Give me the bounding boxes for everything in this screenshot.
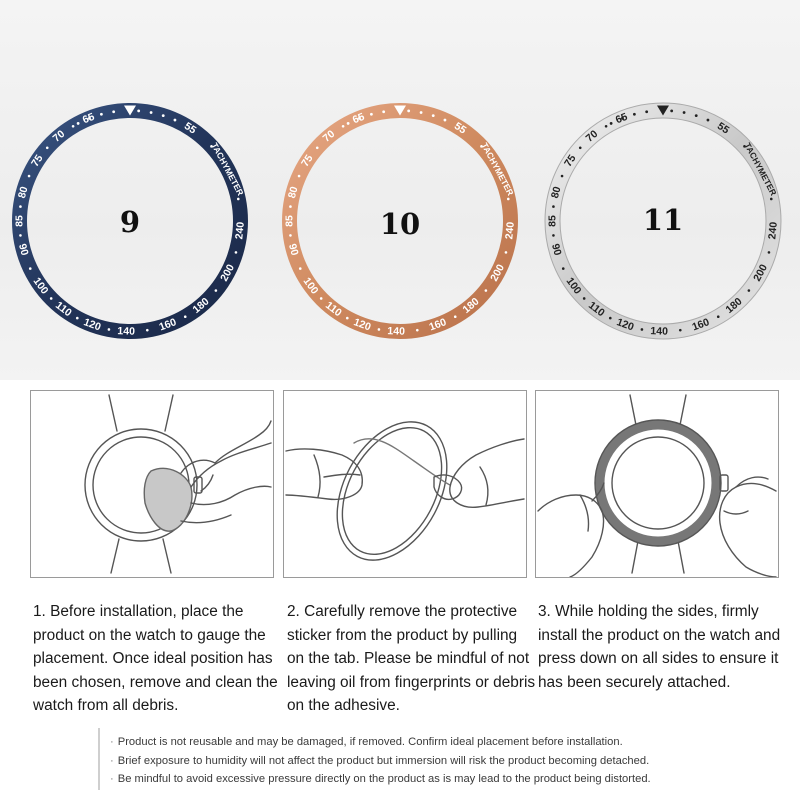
bezel-tick-dot [416, 329, 419, 332]
bezel-tick-dot [670, 109, 673, 112]
bezel-scale-label: 180 [190, 295, 212, 316]
bezel-scale-label: 120 [351, 316, 373, 334]
left-hand-outline [286, 449, 362, 499]
bezel-tick-dot [562, 267, 565, 270]
bezel-tick-dot [108, 328, 111, 331]
bezel-tick-dot [19, 234, 22, 237]
bullet-icon: · [110, 736, 114, 748]
bezel-scale-label: TACHYMETER [479, 140, 516, 198]
bezel-tick-dot [76, 317, 79, 320]
bezel-scale-label: 200 [488, 262, 507, 284]
bezel-tick-dot [77, 122, 80, 125]
bezel-scale-label: 70 [50, 127, 68, 145]
bezel-tick-dot [215, 289, 218, 292]
bezel-tick-dot [507, 198, 510, 201]
caution-note: · Product is not reusable and may be damaged, if removed. Confirm ideal placement before installation. [110, 736, 623, 748]
bezel-scale-label: 100 [300, 275, 321, 297]
bezel-scale-label: TACHYMETER [209, 140, 246, 198]
bezel-scale-label: 75 [299, 152, 316, 169]
bezel-number-9: 9 [119, 205, 141, 239]
bezel-tick-dot [420, 111, 423, 114]
bezel-tick-dot [28, 175, 31, 178]
bezel-tick-dot [407, 109, 410, 112]
bezel-tick-dot [289, 234, 292, 237]
bezel-tick-dot [717, 315, 720, 318]
bezel-tick-dot [645, 110, 648, 113]
bezel-scale-label: 65 [80, 110, 97, 127]
left-hand-outline [538, 483, 604, 577]
bezel-number-11: 11 [642, 203, 684, 237]
bezel-tick-dot [641, 328, 644, 331]
bezel-scale-label: 140 [117, 325, 136, 338]
protective-film [354, 439, 450, 485]
bezel-tick-dot [29, 267, 32, 270]
bezel-tick-dot [432, 114, 435, 117]
bezel-scale-label: 110 [323, 299, 344, 320]
bezel-tick-dot [679, 329, 682, 332]
bezel-scale-label: 75 [29, 152, 46, 169]
bezel-tick-dot [609, 317, 612, 320]
bezel-tick-dot [605, 125, 608, 128]
bezel-tick-dot [444, 119, 447, 122]
bezel-scale-label: 65 [350, 110, 367, 127]
bezel-tick-dot [299, 267, 302, 270]
bezel-tick-dot [298, 175, 301, 178]
bezel-tick-dot [46, 146, 49, 149]
bezel-tick-dot [316, 146, 319, 149]
bezel-scale-label: 85 [283, 215, 296, 227]
bezel-tick-dot [748, 289, 751, 292]
bezel-tick-dot [237, 198, 240, 201]
bezel-tick-dot [770, 198, 773, 201]
bezel-scale-label: 70 [583, 127, 601, 145]
bezel-tick-dot [633, 113, 636, 116]
bezel-scale-label: 100 [30, 275, 51, 297]
bezel-scale-label: 100 [563, 275, 584, 297]
bezel-tick-dot [683, 111, 686, 114]
bezel-scale-label: 70 [320, 127, 338, 145]
bezel-tick-dot [378, 328, 381, 331]
bezel-tick-dot [112, 110, 115, 113]
bullet-icon: · [110, 773, 114, 785]
bezel-scale-label: 240 [766, 221, 780, 240]
bezel-tick-dot [150, 111, 153, 114]
step-3-illustration [535, 390, 779, 578]
right-hand-outline [720, 477, 776, 577]
bezel-scale-label: 110 [53, 299, 74, 320]
bezel-tick-dot [552, 234, 555, 237]
bezel-tick-dot [579, 146, 582, 149]
bezel-tick-dot [137, 109, 140, 112]
bezel-scale-label: 160 [690, 316, 712, 334]
bezel-scale-label: 140 [387, 325, 406, 338]
bezel-scale-label: 55 [182, 120, 199, 137]
bezel-scale-label: 75 [562, 152, 579, 169]
bezel-scale-label: 180 [460, 295, 482, 316]
bezel-tick-dot [50, 297, 53, 300]
bezel-tick-dot [768, 251, 771, 254]
bezel-tick-dot [695, 114, 698, 117]
bezel-tick-dot [289, 205, 292, 208]
bezel-scale-label: TACHYMETER [742, 140, 779, 198]
bezel-tick-dot [162, 114, 165, 117]
right-hand-outline [434, 439, 524, 507]
bezel-tick-dot [382, 110, 385, 113]
bezel-tick-dot [707, 119, 710, 122]
bezel-scale-label: 80 [548, 185, 564, 200]
bezel-scale-label: 90 [15, 242, 31, 257]
bezel-tick-dot [505, 251, 508, 254]
bezel-tick-dot [72, 125, 75, 128]
caution-note: · Be mindful to avoid excessive pressure directly on the product as is may lead to the product being distorted. [110, 773, 651, 785]
bezel-tick-dot [184, 315, 187, 318]
bezel-number-10: 10 [379, 207, 421, 241]
bezel-scale-label: 80 [285, 185, 301, 200]
bezel-tick-dot [235, 251, 238, 254]
bezel-scale-label: 85 [13, 215, 26, 227]
bezel-scale-label: 200 [751, 262, 770, 284]
bezel-scale-label: 160 [157, 316, 179, 334]
caution-notes [98, 728, 694, 790]
bezel-tick-dot [561, 175, 564, 178]
step-1-illustration [30, 390, 274, 578]
bezel-scale-label: 240 [503, 221, 517, 240]
step-2-instructions: 2. Carefully remove the protective sticker from the product by pulling on the tab. Please be mindful of not leaving oil from fingerprints or debris on the adhesive. [287, 603, 536, 714]
bezel-scale-label: 240 [233, 221, 247, 240]
bezel-tick-dot [454, 315, 457, 318]
bezel-scale-label: 85 [546, 215, 559, 227]
bezel-tick-dot [342, 125, 345, 128]
bezel-tick-dot [485, 289, 488, 292]
bezel-tick-dot [174, 119, 177, 122]
bezel-showcase [0, 0, 800, 380]
bezel-scale-label: 90 [285, 242, 301, 257]
bezel-scale-label: 120 [614, 316, 636, 334]
bezel-tick-dot [146, 329, 149, 332]
step-3-instructions: 3. While holding the sides, firmly install the product on the watch and press down on all sides to ensure it has been securely attached. [538, 603, 781, 691]
bullet-icon: · [110, 754, 114, 767]
step-2-illustration [283, 390, 527, 578]
bezel-tick-dot [347, 122, 350, 125]
bezel-scale-label: 55 [715, 120, 732, 137]
bezel-tick-dot [552, 205, 555, 208]
bezel-scale-label: 120 [81, 316, 103, 334]
bezel-tick-dot [370, 113, 373, 116]
hand-outline [181, 421, 271, 523]
bezel-tick-dot [100, 113, 103, 116]
bezel-tick-dot [610, 122, 613, 125]
bezel-tick-dot [583, 297, 586, 300]
bezel-scale-label: 200 [218, 262, 237, 284]
bezel-scale-label: 55 [452, 120, 469, 137]
bezel-tick-dot [346, 317, 349, 320]
bezel-scale-label: 90 [548, 242, 564, 257]
bezel-scale-label: 180 [723, 295, 745, 316]
watch-outline [595, 395, 728, 573]
bezel-tick-dot [19, 205, 22, 208]
bezel-scale-label: 110 [586, 299, 607, 320]
caution-note: · Brief exposure to humidity will not affect the product but immersion will risk the product becoming detached. [110, 754, 650, 767]
bezel-scale-label: 80 [15, 185, 31, 200]
step-1-instructions: 1. Before installation, place the product on the watch to gauge the placement. Once ideal position has been chosen, remove and clean the watch from all debris. [33, 603, 278, 714]
bezel-scale-label: 160 [427, 316, 449, 334]
bezel-tick-dot [320, 297, 323, 300]
bezel-scale-label: 140 [650, 325, 669, 338]
bezel-ring-outline [315, 403, 469, 577]
bezel-scale-label: 65 [613, 110, 630, 127]
